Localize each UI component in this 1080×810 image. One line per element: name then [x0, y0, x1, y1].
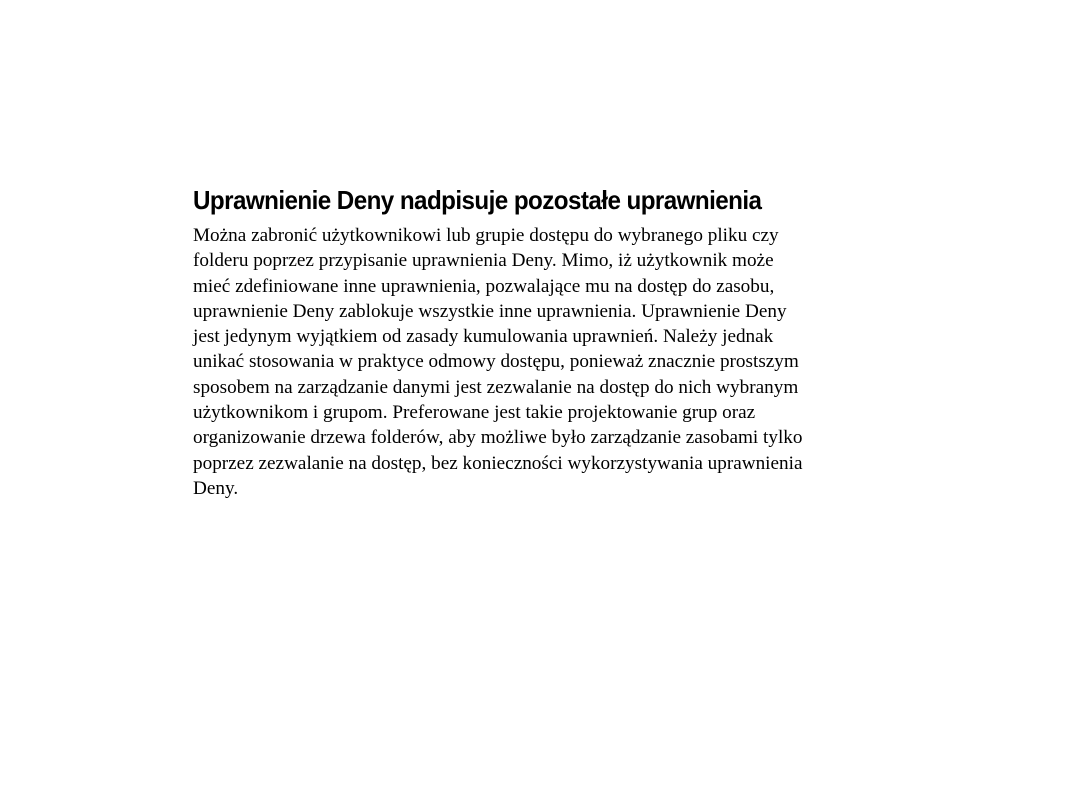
paragraph-line: jest jedynym wyjątkiem od zasady kumulowania uprawnień. Należy jednak [193, 326, 774, 348]
paragraph-line: folderu poprzez przypisanie uprawnienia Deny. Mimo, iż użytkownik może [193, 250, 774, 272]
text-block [193, 183, 913, 501]
paragraph-line: unikać stosowania w praktyce odmowy dostępu, ponieważ znacznie prostszym [193, 351, 799, 373]
paragraph-line: uprawnienie Deny zablokuje wszystkie inne uprawnienia. Uprawnienie Deny [193, 300, 787, 322]
paragraph-line: organizowanie drzewa folderów, aby możliwe było zarządzanie zasobami tylko [193, 427, 803, 449]
paragraph-line: Deny. [193, 477, 239, 499]
paragraph-line: Można zabronić użytkownikowi lub grupie dostępu do wybranego pliku czy [193, 225, 779, 246]
paragraph-line: poprzez zezwalanie na dostęp, bez konieczności wykorzystywania uprawnienia [193, 452, 803, 474]
paragraph-line: użytkownikom i grupom. Preferowane jest takie projektowanie grup oraz [193, 402, 756, 424]
page-title: Uprawnienie Deny nadpisuje pozostałe uprawnienia [193, 185, 762, 215]
paragraph-line: mieć zdefiniowane inne uprawnienia, pozwalające mu na dostęp do zasobu, [193, 275, 775, 297]
body-paragraph [193, 223, 913, 501]
paragraph-line: sposobem na zarządzanie danymi jest zezwalanie na dostęp do nich wybranym [193, 376, 799, 398]
